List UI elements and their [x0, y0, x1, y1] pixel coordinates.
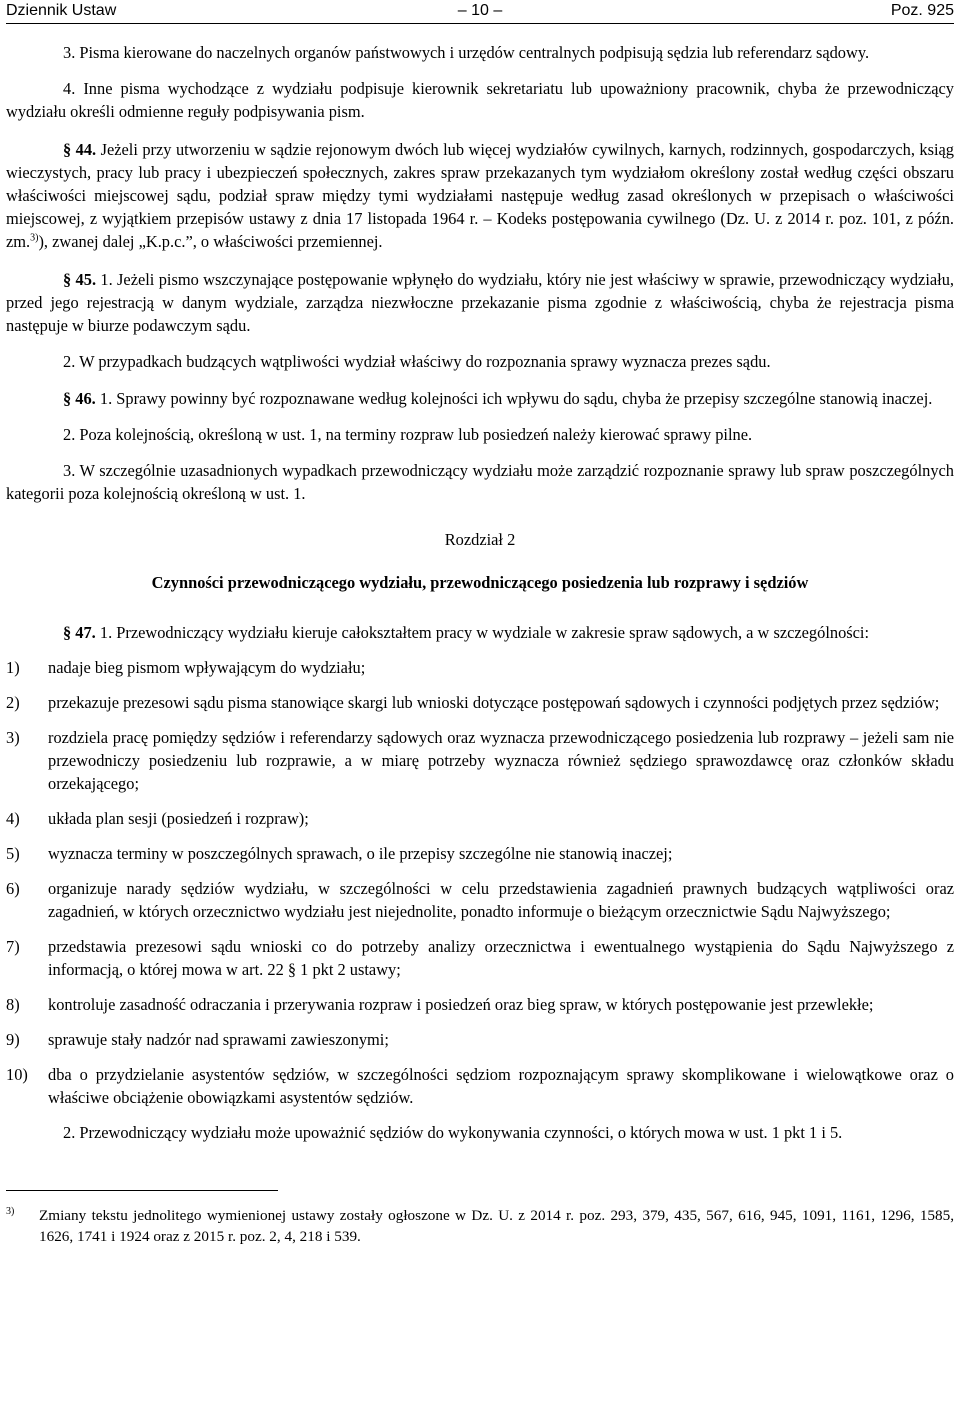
section-45-label: § 45.	[63, 270, 97, 289]
section-46-text: 1. Sprawy powinny być rozpoznawane według kolejności ich wpływu do sądu, chyba że przepisy szczególne stanowią inaczej.	[95, 389, 933, 408]
list-item: 2) przekazuje prezesowi sądu pisma stanowiące skargi lub wnioski dotyczące postępowań sądowych i czynności podjętych przez sędziów;	[6, 693, 940, 712]
section-44-label: § 44.	[63, 140, 97, 159]
section-46-label: § 46.	[63, 389, 96, 408]
page-number: – 10 –	[457, 2, 503, 19]
page-header	[6, 0, 954, 24]
document-page	[6, 0, 954, 1247]
section-45	[6, 268, 954, 337]
list-item: 4) układa plan sesji (posiedzeń i rozpraw);	[6, 809, 309, 828]
footnote-ref: 3)	[30, 232, 39, 244]
section-47-2: 2. Przewodniczący wydziału może upoważnić sędziów do wykonywania czynności, o których mowa w ust. 1 pkt 1 i 5.	[63, 1123, 843, 1142]
journal-title: Dziennik Ustaw	[6, 2, 117, 19]
list-item: 3) rozdziela pracę pomiędzy sędziów i referendarzy sądowych oraz wyznacza przewodniczącego posiedzenia lub rozprawy – jeżeli sam nie przewodniczy posiedzeniu lub rozprawie, a w miarę potrzeby wyznacza również sędziego sprawozdawcę oraz członków składu orzekającego;	[6, 728, 954, 793]
footnote-separator	[6, 1190, 278, 1191]
section-45-2: 2. W przypadkach budzących wątpliwości wydział właściwy do rozpoznania sprawy wyznacza prezes sądu.	[63, 352, 771, 371]
footnote-text: Zmiany tekstu jednolitego wymienionej ustawy zostały ogłoszone w Dz. U. z 2014 r. poz. 293, 379, 435, 567, 616, 945, 1091, 1161, 1296, 1585, 1626, 1741 i 1924 oraz z 2015 r. poz. 2, 4, 218 i 539.	[39, 1207, 954, 1245]
paragraph-43-4: 4. Inne pisma wychodzące z wydziału podpisuje kierownik sekretariatu lub upoważniony pracownik, chyba że przewodniczący wydziału określi odmienne reguły podpisywania pism.	[6, 79, 954, 121]
section-47-label: § 47.	[63, 623, 96, 642]
section-46	[6, 387, 954, 410]
section-45-text: 1. Jeżeli pismo wszczynające postępowanie wpłynęło do wydziału, który nie jest właściwy w sprawie, przewodniczący wydziału, przed jego rejestracją w danym wydziale, zarządza niezwłoczne przekazanie pisma zgodnie z właściwością, chyba że rejestracja pisma następuje w biurze podawczym sądu.	[6, 270, 955, 335]
list-item: 1) nadaje bieg pismom wpływającym do wydziału;	[6, 658, 366, 677]
footnote	[6, 1205, 954, 1247]
chapter-heading: Rozdział 2	[444, 530, 516, 549]
section-46-2: 2. Poza kolejnością, określoną w ust. 1, na terminy rozpraw lub posiedzeń należy kierować sprawy pilne.	[63, 425, 753, 444]
chapter-title: Czynności przewodniczącego wydziału, przewodniczącego posiedzenia lub rozprawy i sędziów	[151, 573, 809, 592]
list-item: 5) wyznacza terminy w poszczególnych sprawach, o ile przepisy szczególne nie stanowią inaczej;	[6, 844, 673, 863]
position-number: Poz. 925	[890, 2, 954, 19]
paragraph-43-3: 3. Pisma kierowane do naczelnych organów państwowych i urzędów centralnych podpisują sędzia lub referendarz sądowy.	[63, 43, 870, 62]
section-44-text-b: ), zwanej dalej „K.p.c.”, o właściwości przemiennej.	[38, 232, 383, 251]
footnote-number: 3)	[6, 1206, 15, 1217]
list-item: 8) kontroluje zasadność odraczania i przerywania rozpraw i posiedzeń oraz bieg spraw, w których postępowanie jest przewlekłe;	[6, 995, 874, 1014]
section-46-3: 3. W szczególnie uzasadnionych wypadkach przewodniczący wydziału może zarządzić rozpoznanie sprawy lub spraw poszczególnych kategorii poza kolejnością określoną w ust. 1.	[6, 461, 954, 503]
list-item: 10) dba o przydzielanie asystentów sędziów, w szczególności sędziom rozpoznającym sprawy skomplikowane i wielowątkowe oraz o właściwe obciążenie obowiązkami asystentów sędziów.	[6, 1065, 954, 1107]
list-item: 6) organizuje narady sędziów wydziału, w szczególności w celu przedstawienia zagadnień prawnych budzących wątpliwości oraz zagadnień, w których orzecznictwo wydziału jest niejednolite, ponadto informuje o bieżącym orzecznictwie Sądu Najwyższego;	[6, 879, 954, 921]
section-47-text: 1. Przewodniczący wydziału kieruje całokształtem pracy w wydziale w zakresie spraw sądowych, a w szczególności:	[95, 623, 870, 642]
list-item: 9) sprawuje stały nadzór nad sprawami zawieszonymi;	[6, 1030, 389, 1049]
section-47	[6, 621, 954, 644]
section-44-text-a: Jeżeli przy utworzeniu w sądzie rejonowym dwóch lub więcej wydziałów cywilnych, karnych, rodzinnych, gospodarczych, ksiąg wieczystych, pracy lub pracy i ubezpieczeń społecznych, zakres spraw przekazanych tym wydziałom określony został według części obszaru właściwości miejscowej sądu, podział spraw między tymi wydziałami następuje według zasad określonych w przepisach o właściwości miejscowej, z wyjątkiem przepisów ustawy z dnia 17 listopada 1964 r. – Kodeks postępowania cywilnego (Dz. U. z 2014 r. poz. 101, z późn. zm.	[6, 140, 954, 251]
section-44	[6, 138, 954, 253]
list-item: 7) przedstawia prezesowi sądu wnioski co do potrzeby analizy orzecznictwa i ewentualnego wystąpienia do Sądu Najwyższego z informacją, o której mowa w art. 22 § 1 pkt 2 ustawy;	[6, 937, 954, 979]
